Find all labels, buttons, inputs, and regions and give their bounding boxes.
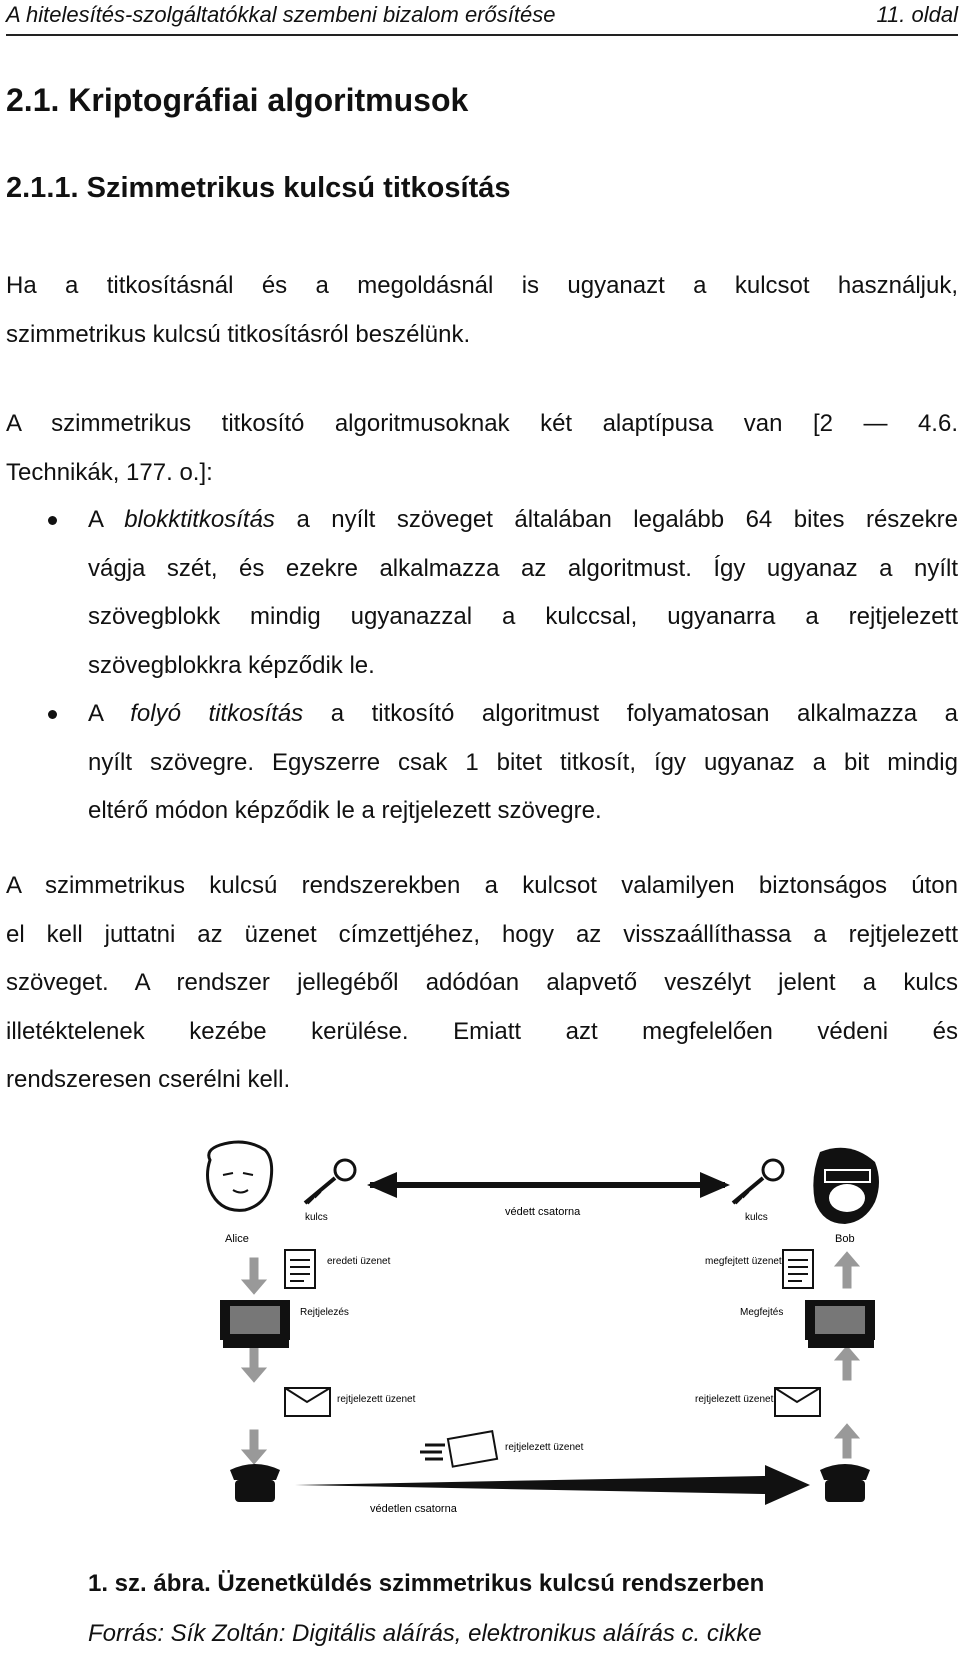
computer-icon — [740, 1300, 875, 1348]
bullet-icon — [48, 710, 57, 719]
text-line: vágja szét, és ezekre alkalmazza az algoritmust. Így ugyanaz a nyílt — [88, 554, 958, 582]
figure-caption — [88, 1570, 764, 1598]
text-line: illetéktelenek kezébe kerülése. Emiatt azt megfelelően védeni és — [6, 1017, 958, 1045]
paragraph-1 — [6, 262, 958, 359]
envelope-icon — [285, 1388, 416, 1416]
page-number: 11. oldal — [876, 2, 958, 27]
subsection-heading: 2.1.1. Szimmetrikus kulcsú titkosítás — [6, 172, 511, 204]
bob-icon — [813, 1148, 879, 1245]
unsecured-channel-arrow — [295, 1465, 810, 1515]
paragraph-3 — [6, 862, 958, 1105]
envelope-icon — [695, 1388, 820, 1416]
text-line: szöveget. A rendszer jellegéből adódóan alapvető veszélyt jelent a kulcs — [6, 969, 958, 996]
page-header — [6, 0, 958, 36]
paragraph-2 — [6, 400, 958, 497]
symmetric-key-diagram — [185, 1140, 915, 1515]
alice-icon — [208, 1142, 272, 1245]
text-line: A szimmetrikus kulcsú rendszerekben a kulcsot valamilyen biztonságos úton — [6, 872, 958, 899]
bullet-list — [88, 496, 958, 836]
text-line: A folyó titkosítás a titkosító algoritmust folyamatosan alkalmazza a — [88, 700, 958, 727]
section-heading: 2.1. Kriptográfiai algoritmusok — [6, 82, 469, 118]
unsecured-channel-label: védetlen csatorna — [370, 1503, 457, 1515]
key-icon — [733, 1160, 783, 1223]
phone-icon — [230, 1464, 280, 1502]
text-line: szövegblokk mindig ugyanazzal a kulccsal, ugyanarra a rejtjelezett — [88, 603, 958, 630]
text-line: el kell juttatni az üzenet címzettjéhez, hogy az visszaállíthassa a rejtjelezett — [6, 920, 958, 948]
text-line: nyílt szövegre. Egyszerre csak 1 bitet titkosít, így ugyanaz a bit mindig — [88, 748, 958, 776]
secure-channel-label: védett csatorna — [505, 1206, 581, 1218]
text-line: Technikák, 177. o.]: — [6, 458, 213, 486]
encrypted-message-label: rejtjelezett üzenet — [337, 1394, 416, 1405]
bob-label: Bob — [835, 1233, 855, 1245]
decrypted-message-label: megfejtett üzenet — [705, 1256, 782, 1267]
flying-envelope-icon — [420, 1431, 584, 1466]
text-line: Ha a titkosításnál és a megoldásnál is ugyanazt a kulcsot használjuk, — [6, 272, 958, 299]
encryption-label: Rejtjelezés — [300, 1307, 349, 1318]
computer-icon — [220, 1300, 349, 1348]
text-line: rendszeresen cserélni kell. — [6, 1066, 291, 1093]
list-item — [88, 496, 958, 690]
secure-channel-arrow — [367, 1172, 730, 1218]
key-icon — [305, 1160, 355, 1223]
caption-label: 1. sz. ábra. — [88, 1570, 211, 1597]
key-label: kulcs — [745, 1212, 768, 1223]
alice-label: Alice — [225, 1233, 249, 1245]
header-title: A hitelesítés-szolgáltatókkal szembeni bizalom erősítése — [6, 2, 556, 27]
key-label: kulcs — [305, 1212, 328, 1223]
bullet-icon — [48, 516, 57, 525]
term-emphasis: folyó titkosítás — [130, 700, 304, 727]
phone-icon — [820, 1464, 870, 1502]
encrypted-message-label: rejtjelezett üzenet — [505, 1442, 584, 1453]
document-icon — [705, 1250, 813, 1288]
text-line: szimmetrikus kulcsú titkosításról beszélünk. — [6, 320, 471, 348]
decryption-label: Megfejtés — [740, 1307, 784, 1318]
text-line: A blokktitkosítás a nyílt szöveget általában legalább 64 bites részekre — [88, 506, 958, 533]
original-message-label: eredeti üzenet — [327, 1256, 391, 1267]
caption-text: Üzenetküldés szimmetrikus kulcsú rendszerben — [210, 1570, 765, 1597]
down-arrow-icon — [242, 1258, 266, 1464]
text-line: A szimmetrikus titkosító algoritmusoknak két alaptípusa van [2 — 4.6. — [6, 410, 958, 437]
text-line: szövegblokkra képződik le. — [88, 651, 375, 679]
figure-source: Forrás: Sík Zoltán: Digitális aláírás, elektronikus aláírás c. cikke — [88, 1620, 762, 1647]
up-arrow-icon — [835, 1252, 859, 1458]
list-item — [88, 690, 958, 836]
text-line: eltérő módon képződik le a rejtjelezett szövegre. — [88, 797, 602, 824]
document-icon — [285, 1250, 391, 1288]
encrypted-message-label: rejtjelezett üzenet — [695, 1394, 774, 1405]
term-emphasis: blokktitkosítás — [124, 506, 275, 533]
